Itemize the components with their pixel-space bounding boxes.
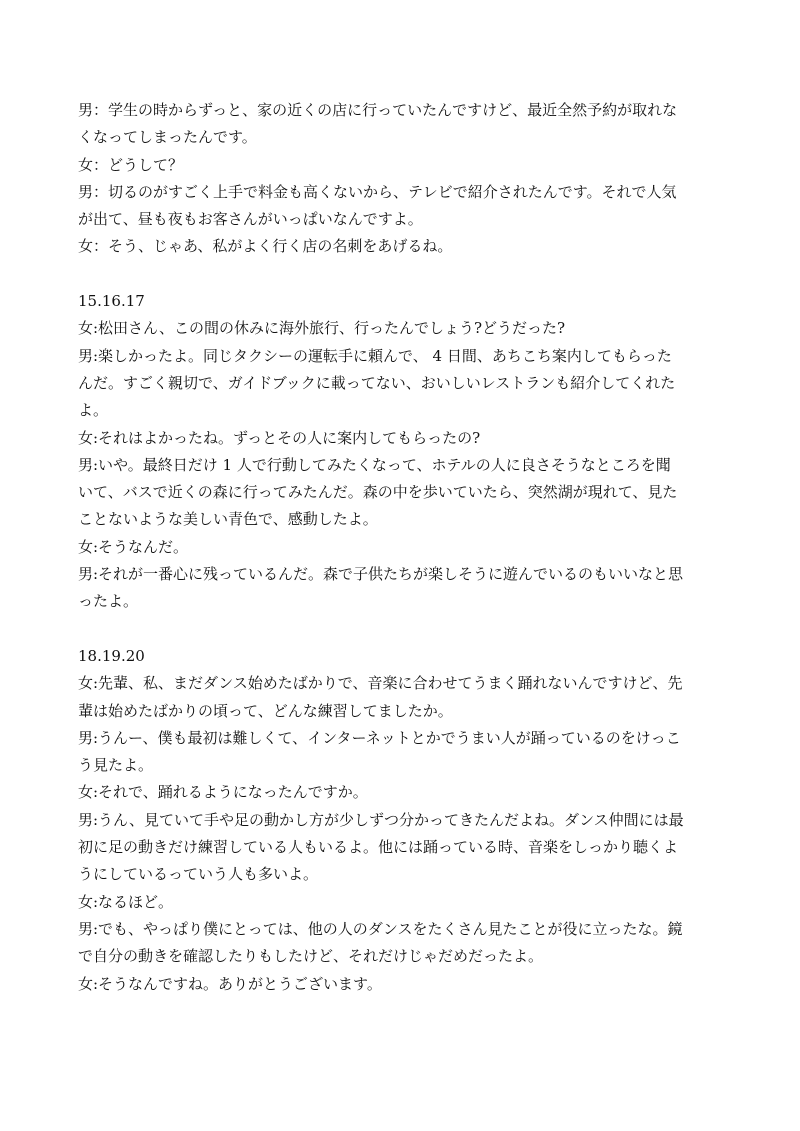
dialogue-line: 男：切るのがすごく上手で料金も高くないから、テレビで紹介されたんです。それで人気 <box>78 182 677 201</box>
dialogue-line: 男:うんー、僕も最初は難しくて、インターネットとかでうまい人が踊っているのをけっこ <box>78 728 681 747</box>
dialogue-line: くなってしまったんです。 <box>78 128 257 147</box>
dialogue-line: 初に足の動きだけ練習している人もいるよ。他には踊っている時、音楽をしっかり聴くよ <box>78 838 679 857</box>
dialogue-line: ったよ。 <box>78 592 139 611</box>
dialogue-line: 男:でも、やっぱり僕にとっては、他の人のダンスをたくさん見たことが役に立ったな。鏡 <box>78 919 683 938</box>
section-gap <box>78 261 728 288</box>
dialogue-line: 女:先輩、私、まだダンス始めたばかりで、音楽に合わせてうまく踊れないんですけど、先 <box>78 674 683 693</box>
dialogue-line: 男:それが一番心に残っているんだ。森で子供たちが楽しそうに遊んでいるのもいいなと思 <box>78 565 684 584</box>
dialogue-line: 女：そう、じゃあ、私がよく行く店の名刺をあげるね。 <box>78 237 453 256</box>
dialogue-line: で自分の動きを確認したりもしたけど、それだけじゃだめだったよ。 <box>78 947 544 966</box>
dialogue-line: 男：学生の時からずっと、家の近くの店に行っていたんですけど、最近全然予約が取れな <box>78 101 678 119</box>
dialogue-line: 女:それで、踊れるようになったんですか。 <box>78 783 368 802</box>
dialogue-line: が出て、昼も夜もお客さんがいっぱいなんですよ。 <box>78 210 423 229</box>
dialogue-line: 男:いや。最終日だけ 1 人で行動してみたくなって、ホテルの人に良さそうなところを聞 <box>78 455 671 474</box>
dialogue-line: 輩は始めたばかりの頃って、どんな練習してましたか。 <box>78 701 453 720</box>
question-number-heading: 18.19.20 <box>78 646 145 665</box>
dialogue-line: 女:そうなんだ。 <box>78 537 189 556</box>
dialogue-section-a <box>78 97 728 261</box>
dialogue-line: 女:松田さん、この間の休みに海外旅行、行ったんでしょう?どうだった? <box>78 319 566 338</box>
dialogue-line: 男:うん、見ていて手や足の動かし方が少しずつ分かってきたんだよね。ダンス仲間には最 <box>78 810 684 829</box>
dialogue-line: う見たよ。 <box>78 756 154 775</box>
question-number-heading: 15.16.17 <box>78 292 145 311</box>
dialogue-line: 男:楽しかったよ。同じタクシーの運転手に頼んで、 4 日間、あちこち案内してもらった <box>78 346 672 365</box>
dialogue-line: 女：どうして？ <box>78 155 184 174</box>
document-page <box>78 97 728 998</box>
dialogue-line: うにしているっていう人も多いよ。 <box>78 865 319 884</box>
dialogue-line: いて、バスで近くの森に行ってみたんだ。森の中を歩いていたら、突然湖が現れて、見た <box>78 483 678 502</box>
dialogue-section-b <box>78 288 728 616</box>
dialogue-line: 女:それはよかったね。ずっとその人に案内してもらったの? <box>78 428 481 447</box>
section-gap <box>78 616 728 643</box>
dialogue-section-c <box>78 643 728 998</box>
dialogue-line: んだ。すごく親切で、ガイドブックに載ってない、おいしいレストランも紹介してくれた <box>78 373 676 392</box>
dialogue-line: よ。 <box>78 401 109 420</box>
dialogue-line: ことないような美しい青色で、感動したよ。 <box>78 510 378 529</box>
dialogue-line: 女:そうなんですね。ありがとうございます。 <box>78 974 382 993</box>
dialogue-line: 女:なるほど。 <box>78 892 174 911</box>
